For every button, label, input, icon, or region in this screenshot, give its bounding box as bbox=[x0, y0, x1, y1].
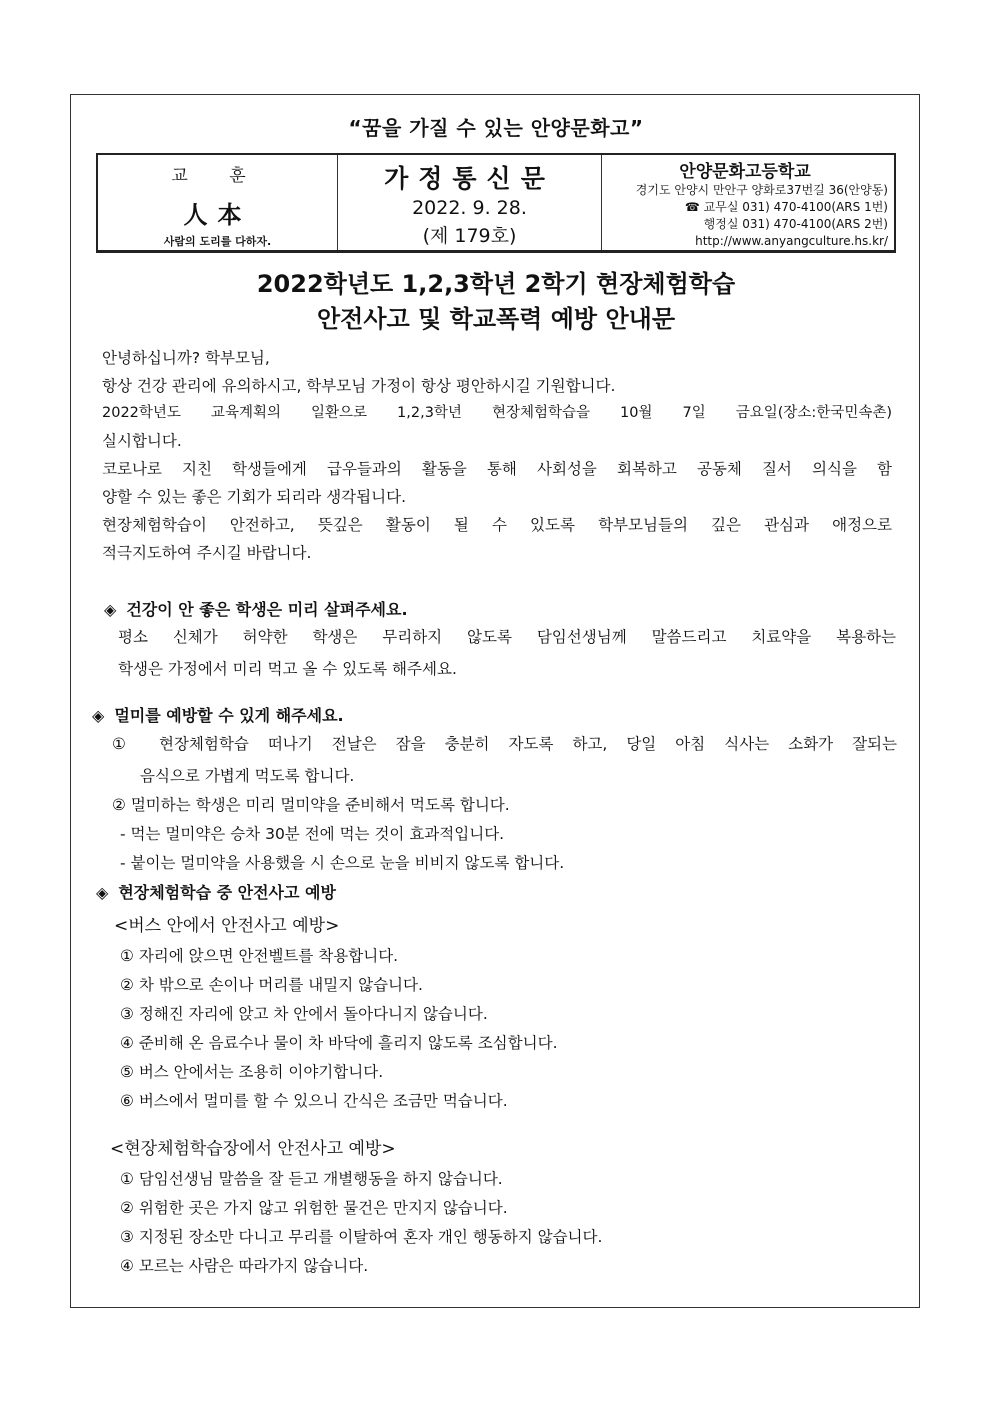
bus-rule-item: ④ 준비해 온 음료수나 물이 차 바닥에 흘리지 않도록 조심합니다. bbox=[120, 1034, 558, 1052]
site-safety-subtitle: <현장체험학습장에서 안전사고 예방> bbox=[110, 1139, 396, 1159]
newsletter-title: 가정통신문 bbox=[384, 164, 555, 193]
school-phone-admin: 행정실 031) 470-4100(ARS 2번) bbox=[703, 217, 888, 231]
motto-text: 人本 bbox=[183, 200, 252, 229]
section-heading-safety bbox=[96, 880, 336, 903]
intro-line: 코로나로 지친 학생들에게 급우들과의 활동을 통해 사회성을 회복하고 공동체 질서 의식을 함 bbox=[102, 460, 892, 478]
intro-line: 항상 건강 관리에 유의하시고, 학부모님 가정이 항상 평안하시길 기원합니다. bbox=[102, 377, 616, 395]
site-rule-item: ① 담임선생님 말씀을 잘 듣고 개별행동을 하지 않습니다. bbox=[120, 1170, 503, 1188]
document-title-line1: 2022학년도 1,2,3학년 2학기 현장체험학습 bbox=[256, 270, 736, 298]
bus-rule-item: ③ 정해진 자리에 앉고 차 안에서 돌아다니지 않습니다. bbox=[120, 1005, 488, 1023]
motto-subtitle: 사람의 도리를 다하자. bbox=[163, 235, 272, 248]
diamond-bullet-icon: ◈ bbox=[96, 883, 109, 902]
list-item-continuation: 음식으로 가볍게 먹도록 합니다. bbox=[140, 767, 355, 785]
intro-line: 2022학년도 교육계획의 일환으로 1,2,3학년 현장체험학습을 10월 7일 금요일(장소:한국민속촌) bbox=[102, 405, 892, 421]
intro-line: 실시합니다. bbox=[102, 432, 182, 450]
newsletter-header bbox=[96, 153, 896, 253]
list-subitem: - 붙이는 멀미약을 사용했을 시 손으로 눈을 비비지 않도록 합니다. bbox=[120, 854, 565, 872]
bus-rule-item: ⑤ 버스 안에서는 조용히 이야기합니다. bbox=[120, 1063, 384, 1081]
intro-greeting: 안녕하십니까? 학부모님, bbox=[102, 349, 270, 367]
diamond-bullet-icon: ◈ bbox=[104, 600, 117, 619]
school-info-cell bbox=[602, 155, 894, 250]
school-motto-cell bbox=[98, 155, 338, 250]
intro-line: 양할 수 있는 좋은 기회가 되리라 생각됩니다. bbox=[102, 488, 407, 506]
section-heading-text: 현장체험학습 중 안전사고 예방 bbox=[118, 883, 336, 902]
newsletter-title-cell bbox=[338, 155, 602, 250]
section-heading-text: 멀미를 예방할 수 있게 해주세요. bbox=[114, 706, 344, 725]
intro-line: 현장체험학습이 안전하고, 뜻깊은 활동이 될 수 있도록 학부모님들의 깊은 관심과 애정으로 bbox=[102, 516, 892, 534]
newsletter-issue: (제 179호) bbox=[422, 225, 517, 247]
school-phone-office: ☎ 교무실 031) 470-4100(ARS 1번) bbox=[684, 200, 888, 214]
school-address: 경기도 안양시 만안구 양화로37번길 36(안양동) bbox=[635, 183, 888, 197]
document-title-line2: 안전사고 및 학교폭력 예방 안내문 bbox=[317, 305, 675, 333]
school-slogan: “꿈을 가질 수 있는 안양문화고” bbox=[348, 116, 644, 140]
school-website-link[interactable]: http://www.anyangculture.hs.kr/ bbox=[695, 234, 888, 248]
section-heading-health bbox=[104, 597, 408, 620]
bus-rule-item: ② 차 밖으로 손이나 머리를 내밀지 않습니다. bbox=[120, 976, 423, 994]
site-rule-item: ② 위험한 곳은 가지 않고 위험한 물건은 만지지 않습니다. bbox=[120, 1199, 508, 1217]
list-subitem: - 먹는 멀미약은 승차 30분 전에 먹는 것이 효과적입니다. bbox=[120, 825, 505, 843]
school-name: 안양문화고등학교 bbox=[679, 162, 811, 182]
section-text: 평소 신체가 허약한 학생은 무리하지 않도록 담임선생님께 말씀드리고 치료약을 복용하는 bbox=[118, 628, 896, 646]
bus-safety-subtitle: <버스 안에서 안전사고 예방> bbox=[114, 916, 340, 936]
intro-line: 적극지도하여 주시길 바랍니다. bbox=[102, 544, 312, 562]
section-text: 학생은 가정에서 미리 먹고 올 수 있도록 해주세요. bbox=[118, 660, 457, 678]
bus-rule-item: ① 자리에 앉으면 안전벨트를 착용합니다. bbox=[120, 947, 399, 965]
section-heading-text: 건강이 안 좋은 학생은 미리 살펴주세요. bbox=[126, 600, 408, 619]
newsletter-date: 2022. 9. 28. bbox=[412, 197, 527, 219]
bus-rule-item: ⑥ 버스에서 멀미를 할 수 있으니 간식은 조금만 먹습니다. bbox=[120, 1092, 508, 1110]
list-item: ① 현장체험학습 떠나기 전날은 잠을 충분히 자도록 하고, 당일 아침 식사는 소화가 잘되는 bbox=[112, 735, 897, 753]
motto-label: 교 훈 bbox=[171, 166, 264, 186]
diamond-bullet-icon: ◈ bbox=[92, 706, 105, 725]
site-rule-item: ③ 지정된 장소만 다니고 무리를 이탈하여 혼자 개인 행동하지 않습니다. bbox=[120, 1228, 603, 1246]
section-heading-motion-sickness bbox=[92, 703, 344, 726]
list-item: ② 멀미하는 학생은 미리 멀미약을 준비해서 먹도록 합니다. bbox=[112, 796, 510, 814]
site-rule-item: ④ 모르는 사람은 따라가지 않습니다. bbox=[120, 1257, 369, 1275]
